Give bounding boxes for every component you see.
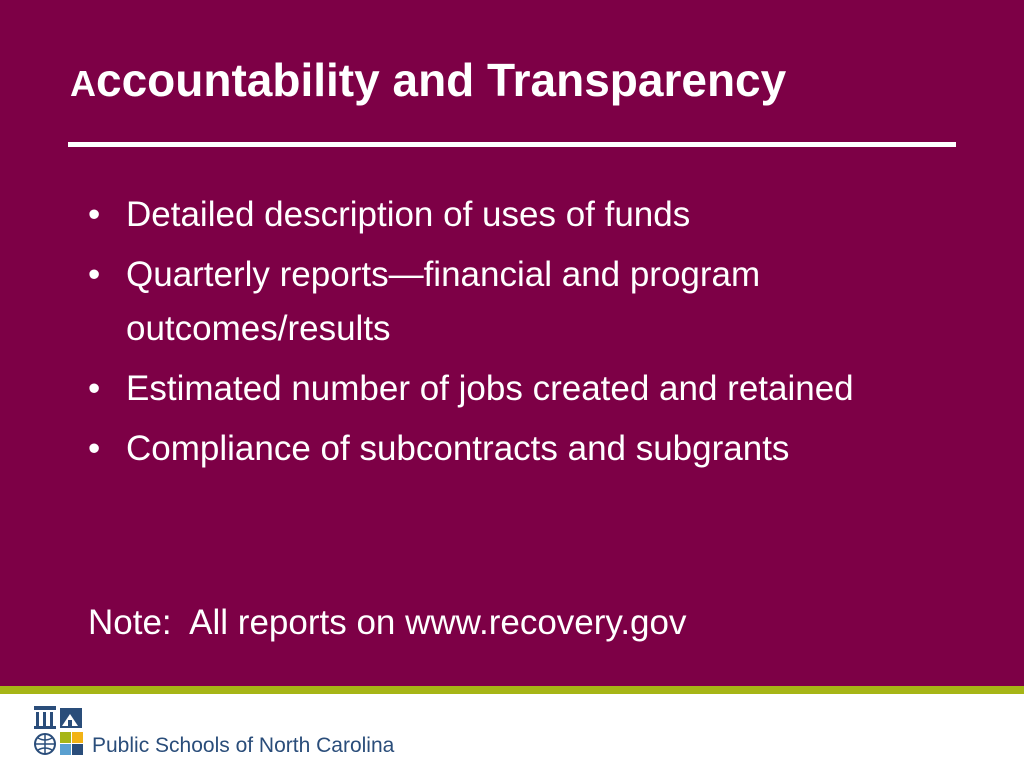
bullet-text: Estimated number of jobs created and retained [126, 369, 854, 408]
org-name: Public Schools of North Carolina [92, 734, 395, 757]
bullet-icon: • [88, 369, 101, 408]
bullet-text: Quarterly reports—financial and program outcomes/results [126, 255, 761, 348]
public-schools-nc-logo-icon [32, 704, 86, 758]
title-rest: ccountability and Transparency [96, 54, 787, 106]
bullet-icon: • [88, 429, 101, 468]
bullet-item [88, 188, 988, 242]
bullet-text: Compliance of subcontracts and subgrants [126, 429, 790, 468]
bullet-icon: • [88, 195, 101, 234]
footer [0, 694, 1024, 768]
slide-title [70, 50, 786, 114]
bullet-list [88, 188, 988, 482]
bullet-text: Detailed description of uses of funds [126, 195, 691, 234]
note-text: Note: All reports on www.recovery.gov [88, 603, 687, 642]
bullet-item [88, 362, 988, 416]
bullet-item [88, 248, 988, 356]
footer-accent-bar [0, 686, 1024, 694]
title-first-letter: A [70, 63, 96, 104]
bullet-icon: • [88, 255, 101, 294]
bullet-item [88, 422, 988, 476]
title-underline [68, 142, 956, 147]
